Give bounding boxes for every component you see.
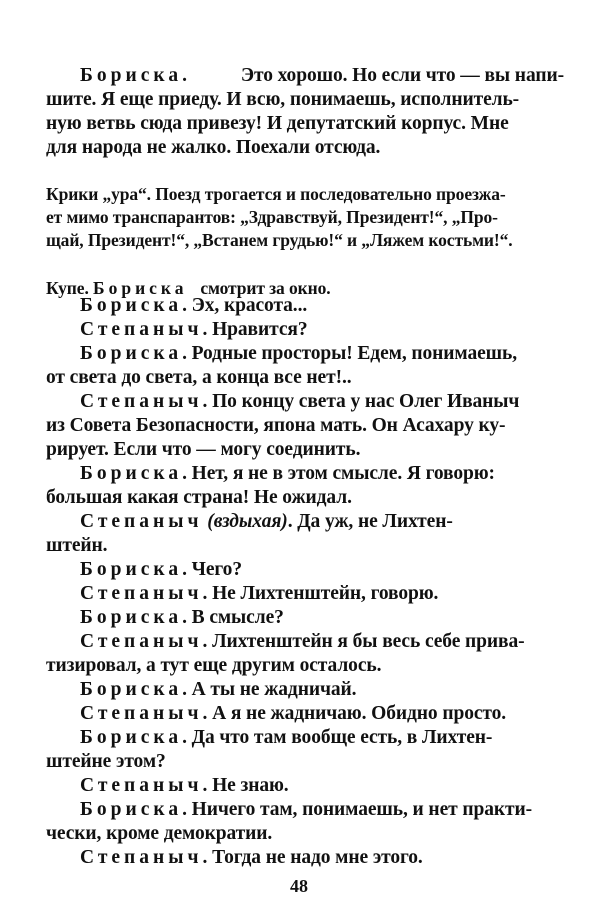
speech-line: чески, кроме демократии. (46, 823, 273, 844)
speaker-name: Бориска (80, 727, 183, 748)
speaker-name: Бориска (80, 65, 183, 86)
speech-line: для народа не жалко. Поехали отсюда. (46, 137, 381, 158)
speech-line: Степаныч. Лихтенштейн я бы весь себе прива- (80, 631, 525, 652)
speech-line: Бориска. Да что там вообще есть, в Лихтен- (80, 727, 493, 748)
speech-line: Степаныч (вздыхая). Да уж, не Лихтен- (80, 511, 453, 532)
speech-line: Бориска. Это хорошо. Но если что — вы напи- (80, 65, 564, 86)
speech-line: Степаныч. А я не жадничаю. Обидно просто. (80, 703, 507, 724)
speaker-name: Бориска (80, 343, 183, 364)
speech-line: Бориска. Эх, красота... (80, 295, 308, 316)
speech-line: Степаныч. Не знаю. (80, 775, 289, 796)
speech-line: от света до света, а конца все нет!.. (46, 367, 352, 388)
speaker-name: Бориска (80, 799, 183, 820)
speech-line: Бориска. Нет, я не в этом смысле. Я говорю: (80, 463, 495, 484)
speech-line: Степаныч. По концу света у нас Олег Иваныч (80, 391, 520, 412)
speaker-name: Степаныч (80, 391, 203, 412)
speech-line: Бориска. А ты не жадничай. (80, 679, 357, 700)
speaker-name: Степаныч (80, 703, 203, 724)
speaker-name: Степаныч (80, 319, 203, 340)
speaker-name: Степаныч (80, 511, 203, 532)
speaker-name: Бориска (80, 295, 183, 316)
speech-line: Степаныч. Не Лихтенштейн, говорю. (80, 583, 439, 604)
speaker-name: Степаныч (80, 631, 203, 652)
speaker-name: Бориска (80, 559, 183, 580)
stage-direction-line: щай, Президент!“, „Встанем грудью!“ и „Ляжем костьми!“. (46, 230, 513, 250)
speech-line: Бориска. Ничего там, понимаешь, и нет практи- (80, 799, 533, 820)
speaker-name: Бориска (80, 679, 183, 700)
speech-line: Бориска. Родные просторы! Едем, понимаешь, (80, 343, 518, 364)
speaker-name: Степаныч (80, 775, 203, 796)
speech-line: Бориска. Чего? (80, 559, 242, 580)
speaker-name: Бориска (93, 278, 188, 298)
speech-line: штейн. (46, 535, 108, 556)
speech-line: рирует. Если что — могу соединить. (46, 439, 361, 460)
speech-line: шите. Я еще приеду. И всю, понимаешь, исполнитель- (46, 89, 520, 110)
speech-line: Степаныч. Тогда не надо мне этого. (80, 847, 423, 868)
stage-direction-line: ет мимо транспарантов: „Здравствуй, Президент!“, „Про- (46, 207, 498, 227)
speech-line: Бориска. В смысле? (80, 607, 284, 628)
speaker-name: Бориска (80, 607, 183, 628)
speech-line: из Совета Безопасности, япона мать. Он Асахару ку- (46, 415, 506, 436)
speech-line: Степаныч. Нравится? (80, 319, 308, 340)
stage-direction-line: Купе. Бориска смотрит за окно. (46, 278, 331, 298)
speech-line: большая какая страна! Не ожидал. (46, 487, 352, 508)
speech-line: штейне этом? (46, 751, 166, 772)
speech-line: ную ветвь сюда привезу! И депутатский корпус. Мне (46, 113, 509, 134)
speaker-name: Бориска (80, 463, 183, 484)
stage-direction-line: Крики „ура“. Поезд трогается и последовательно проезжа- (46, 184, 506, 204)
stage-remark: (вздыхая) (207, 511, 288, 532)
page-number: 48 (290, 876, 308, 896)
speech-line: тизировал, а тут еще другим осталось. (46, 655, 382, 676)
speaker-name: Степаныч (80, 847, 203, 868)
speaker-name: Степаныч (80, 583, 203, 604)
